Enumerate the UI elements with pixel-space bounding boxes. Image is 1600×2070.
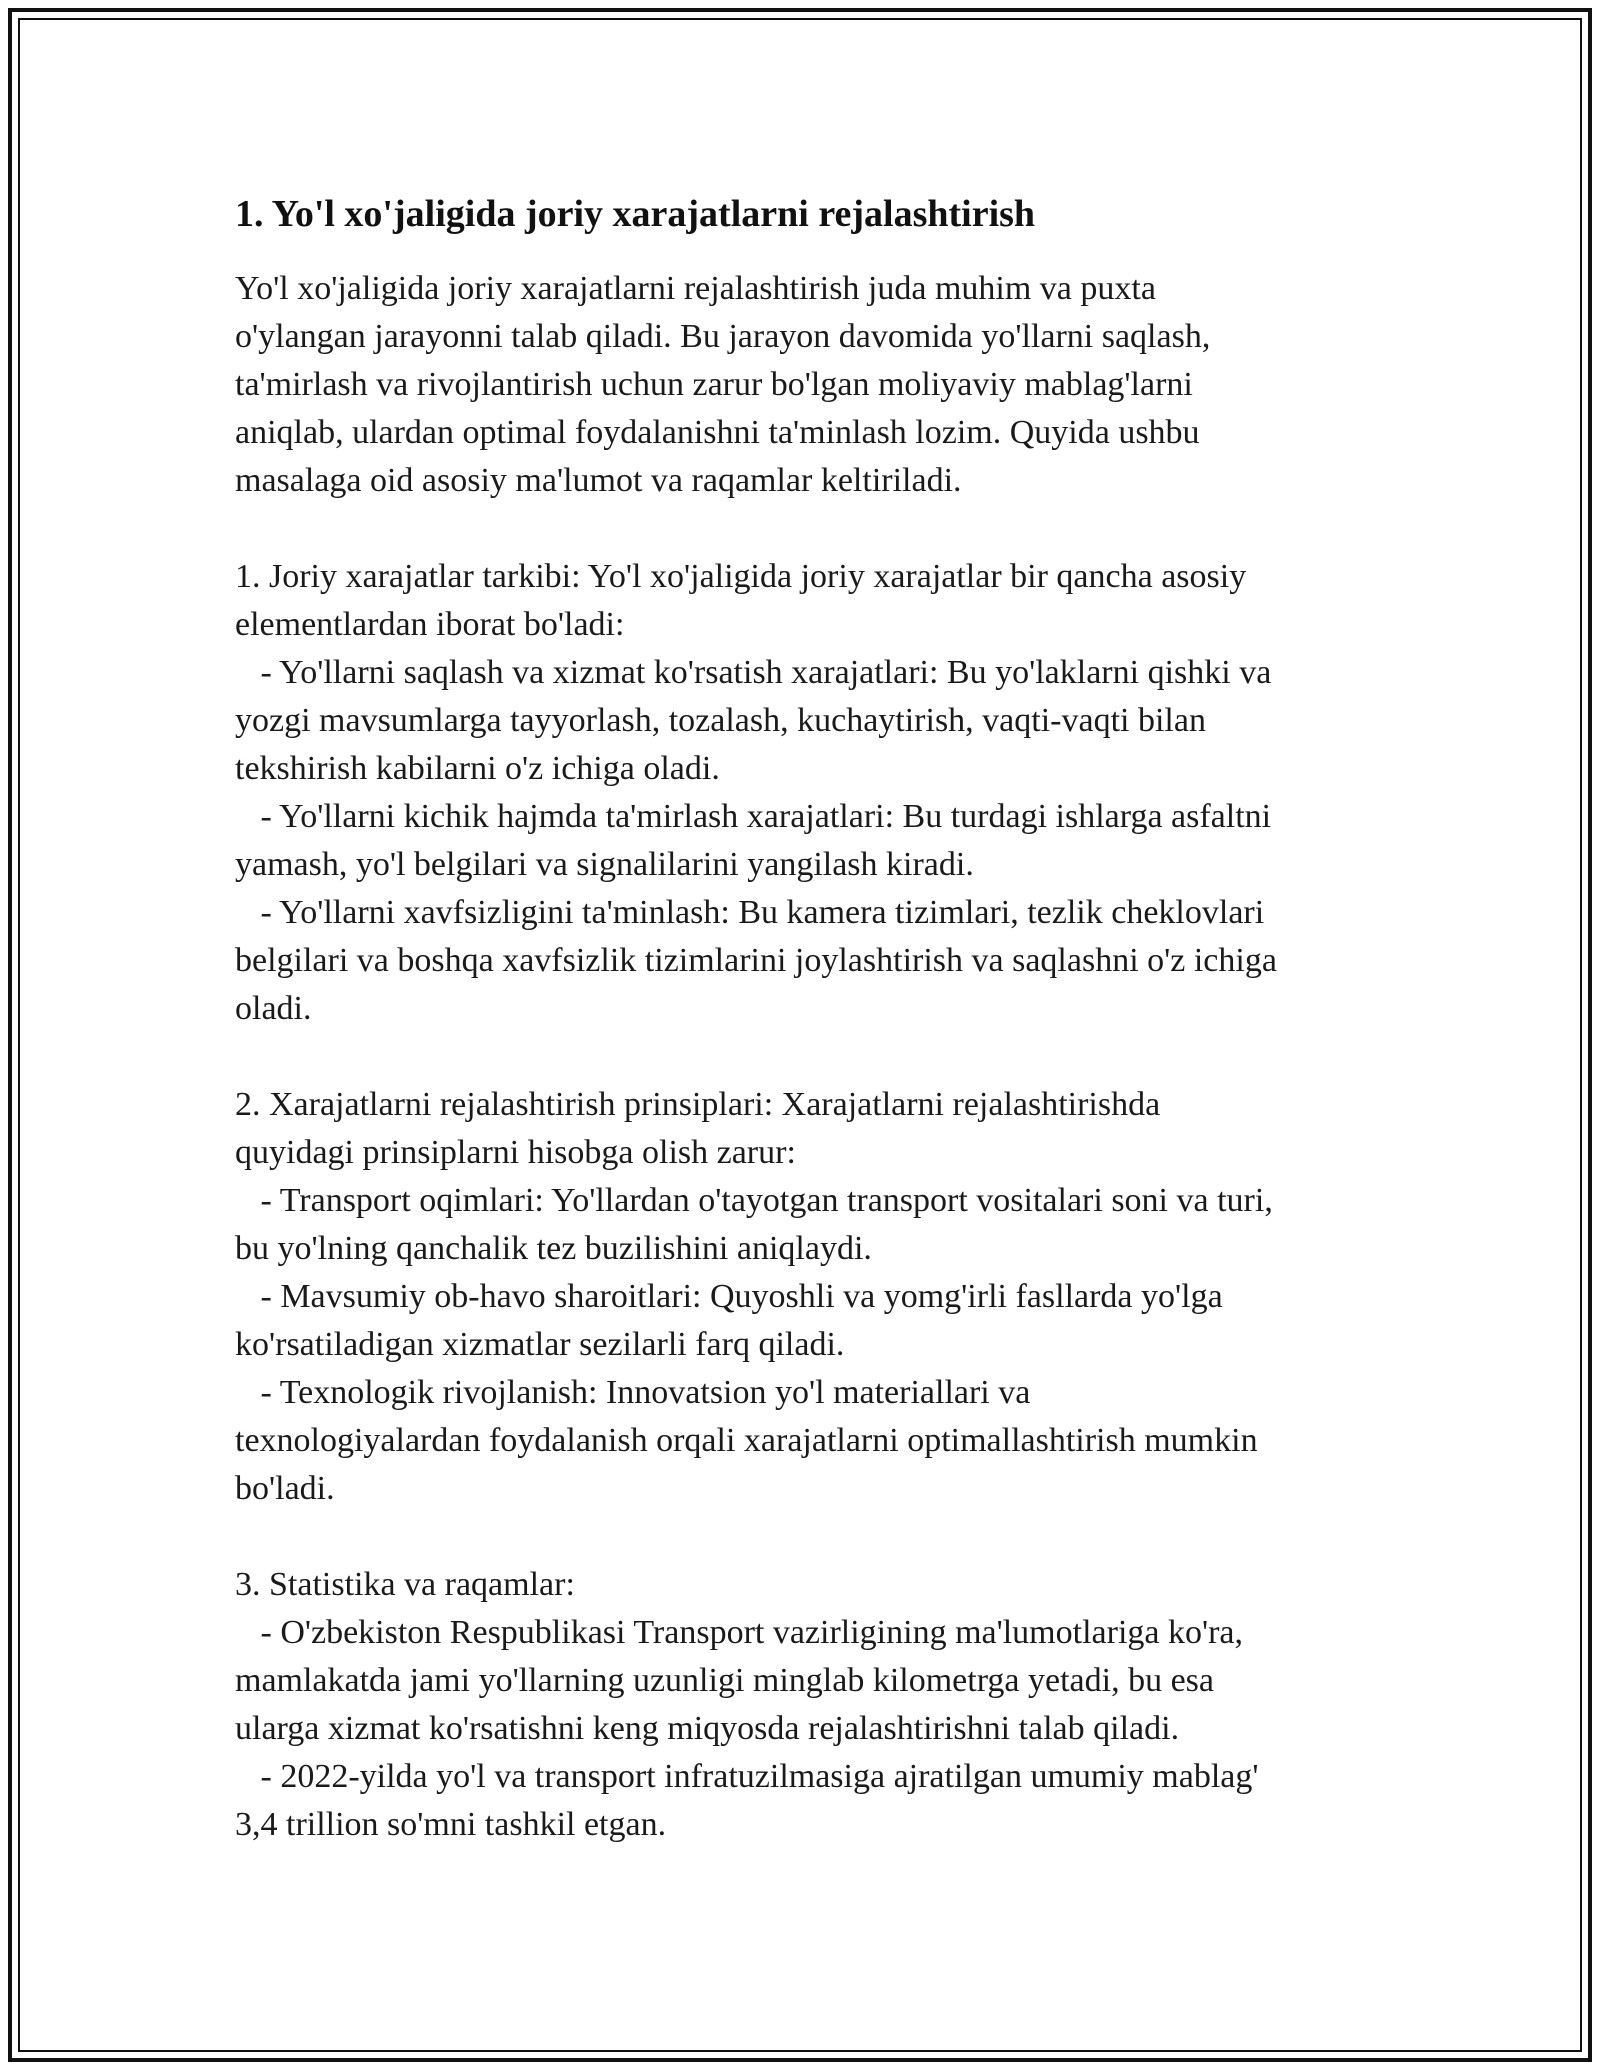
text-line: masalaga oid asosiy ma'lumot va raqamlar keltiriladi. bbox=[235, 462, 962, 499]
intro-paragraph bbox=[235, 265, 1375, 505]
text-line: - 2022-yilda yo'l va transport infratuzilmasiga ajratilgan umumiy mablag' bbox=[235, 1758, 1259, 1795]
text-line: bu yo'lning qanchalik tez buzilishini aniqlaydi. bbox=[235, 1230, 872, 1267]
text-line: Yo'l xo'jaligida joriy xarajatlarni rejalashtirish juda muhim va puxta bbox=[235, 270, 1156, 307]
paragraph-spacer bbox=[235, 505, 1375, 553]
text-line: belgilari va boshqa xavfsizlik tizimlarini joylashtirish va saqlashni o'z ichiga bbox=[235, 942, 1277, 979]
text-line: quyidagi prinsiplarni hisobga olish zarur: bbox=[235, 1134, 796, 1171]
text-line: yamash, yo'l belgilari va signalilarini yangilash kiradi. bbox=[235, 846, 974, 883]
text-line: - Yo'llarni saqlash va xizmat ko'rsatish xarajatlari: Bu yo'laklarni qishki va bbox=[235, 654, 1272, 691]
section-current-costs bbox=[235, 553, 1375, 1033]
text-line: ta'mirlash va rivojlantirish uchun zarur bo'lgan moliyaviy mablag'larni bbox=[235, 366, 1193, 403]
text-line: - Texnologik rivojlanish: Innovatsion yo'l materiallari va bbox=[235, 1374, 1031, 1411]
paragraph-spacer bbox=[235, 1033, 1375, 1081]
text-line: mamlakatda jami yo'llarning uzunligi minglab kilometrga yetadi, bu esa bbox=[235, 1662, 1214, 1699]
text-line: 1. Joriy xarajatlar tarkibi: Yo'l xo'jaligida joriy xarajatlar bir qancha asosiy bbox=[235, 558, 1247, 595]
text-line: - Transport oqimlari: Yo'llardan o'tayotgan transport vositalari soni va turi, bbox=[235, 1182, 1273, 1219]
text-line: bo'ladi. bbox=[235, 1470, 335, 1507]
text-line: texnologiyalardan foydalanish orqali xarajatlarni optimallashtirish mumkin bbox=[235, 1422, 1258, 1459]
text-line: 2. Xarajatlarni rejalashtirish prinsiplari: Xarajatlarni rejalashtirishda bbox=[235, 1086, 1161, 1123]
document-content bbox=[235, 185, 1375, 1849]
text-line: 3,4 trillion so'mni tashkil etgan. bbox=[235, 1806, 667, 1843]
text-line: - Yo'llarni kichik hajmda ta'mirlash xarajatlari: Bu turdagi ishlarga asfaltni bbox=[235, 798, 1272, 835]
paragraph-spacer bbox=[235, 1513, 1375, 1561]
text-line: ularga xizmat ko'rsatishni keng miqyosda rejalashtirishni talab qiladi. bbox=[235, 1710, 1180, 1747]
text-line: - Mavsumiy ob-havo sharoitlari: Quyoshli va yomg'irli fasllarda yo'lga bbox=[235, 1278, 1223, 1315]
section-statistics bbox=[235, 1561, 1375, 1849]
section-planning-principles bbox=[235, 1081, 1375, 1513]
text-line: oladi. bbox=[235, 990, 312, 1027]
text-line: ko'rsatiladigan xizmatlar sezilarli farq qiladi. bbox=[235, 1326, 845, 1363]
document-title: 1. Yo'l xo'jaligida joriy xarajatlarni rejalashtirish bbox=[235, 193, 1036, 235]
text-line: yozgi mavsumlarga tayyorlash, tozalash, kuchaytirish, vaqti-vaqti bilan bbox=[235, 702, 1206, 739]
text-line: - Yo'llarni xavfsizligini ta'minlash: Bu kamera tizimlari, tezlik cheklovlari bbox=[235, 894, 1265, 931]
text-line: 3. Statistika va raqamlar: bbox=[235, 1566, 575, 1603]
text-line: - O'zbekiston Respublikasi Transport vazirligining ma'lumotlariga ko'ra, bbox=[235, 1614, 1244, 1651]
text-line: tekshirish kabilarni o'z ichiga oladi. bbox=[235, 750, 720, 787]
document-body bbox=[235, 265, 1375, 1849]
text-line: o'ylangan jarayonni talab qiladi. Bu jarayon davomida yo'llarni saqlash, bbox=[235, 318, 1211, 355]
text-line: elementlardan iborat bo'ladi: bbox=[235, 606, 625, 643]
text-line: aniqlab, ulardan optimal foydalanishni ta'minlash lozim. Quyida ushbu bbox=[235, 414, 1200, 451]
